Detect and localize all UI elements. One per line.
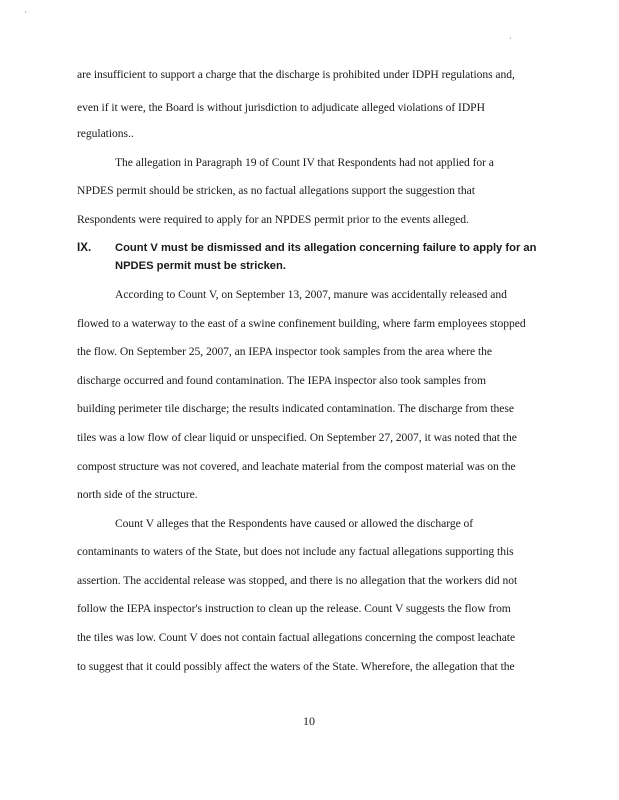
text-line: building perimeter tile discharge; the results indicated contamination. The discharge from these	[77, 402, 514, 415]
section-number: IX.	[77, 241, 92, 254]
text-line: contaminants to waters of the State, but does not include any factual allegations supporting this	[77, 545, 514, 558]
text-line: Respondents were required to apply for an NPDES permit prior to the events alleged.	[77, 213, 469, 226]
scan-speck: ·	[24, 8, 27, 17]
text-line: NPDES permit should be stricken, as no factual allegations support the suggestion that	[77, 184, 475, 197]
text-line: The allegation in Paragraph 19 of Count IV that Respondents had not applied for a	[115, 156, 494, 169]
text-line: discharge occurred and found contamination. The IEPA inspector also took samples from	[77, 374, 486, 387]
text-line: assertion. The accidental release was stopped, and there is no allegation that the workers did not	[77, 574, 518, 587]
text-line: flowed to a waterway to the east of a swine confinement building, where farm employees stopped	[77, 317, 526, 330]
text-line: north side of the structure.	[77, 488, 198, 501]
text-line: follow the IEPA inspector's instruction to clean up the release. Count V suggests the flow from	[77, 602, 511, 615]
text-line: tiles was a low flow of clear liquid or unspecified. On September 27, 2007, it was noted that the	[77, 431, 517, 444]
section-title-line: NPDES permit must be stricken.	[115, 260, 286, 272]
text-line: even if it were, the Board is without jurisdiction to adjudicate alleged violations of IDPH	[77, 101, 485, 114]
text-line: Count V alleges that the Respondents have caused or allowed the discharge of	[115, 517, 474, 530]
text-line: the tiles was low. Count V does not contain factual allegations concerning the compost leachate	[77, 631, 516, 644]
text-line: regulations..	[77, 127, 134, 140]
text-line: According to Count V, on September 13, 2007, manure was accidentally released and	[115, 288, 507, 301]
text-line: are insufficient to support a charge that the discharge is prohibited under IDPH regulations and,	[77, 68, 515, 81]
text-line: the flow. On September 25, 2007, an IEPA inspector took samples from the area where the	[77, 345, 492, 358]
scan-speck: ·	[509, 34, 512, 43]
text-line: compost structure was not covered, and leachate material from the compost material was on the	[77, 460, 516, 473]
page-number: 10	[303, 714, 315, 728]
section-title-line: Count V must be dismissed and its allegation concerning failure to apply for an	[115, 242, 537, 254]
text-line: to suggest that it could possibly affect the waters of the State. Wherefore, the allegation that the	[77, 660, 515, 673]
